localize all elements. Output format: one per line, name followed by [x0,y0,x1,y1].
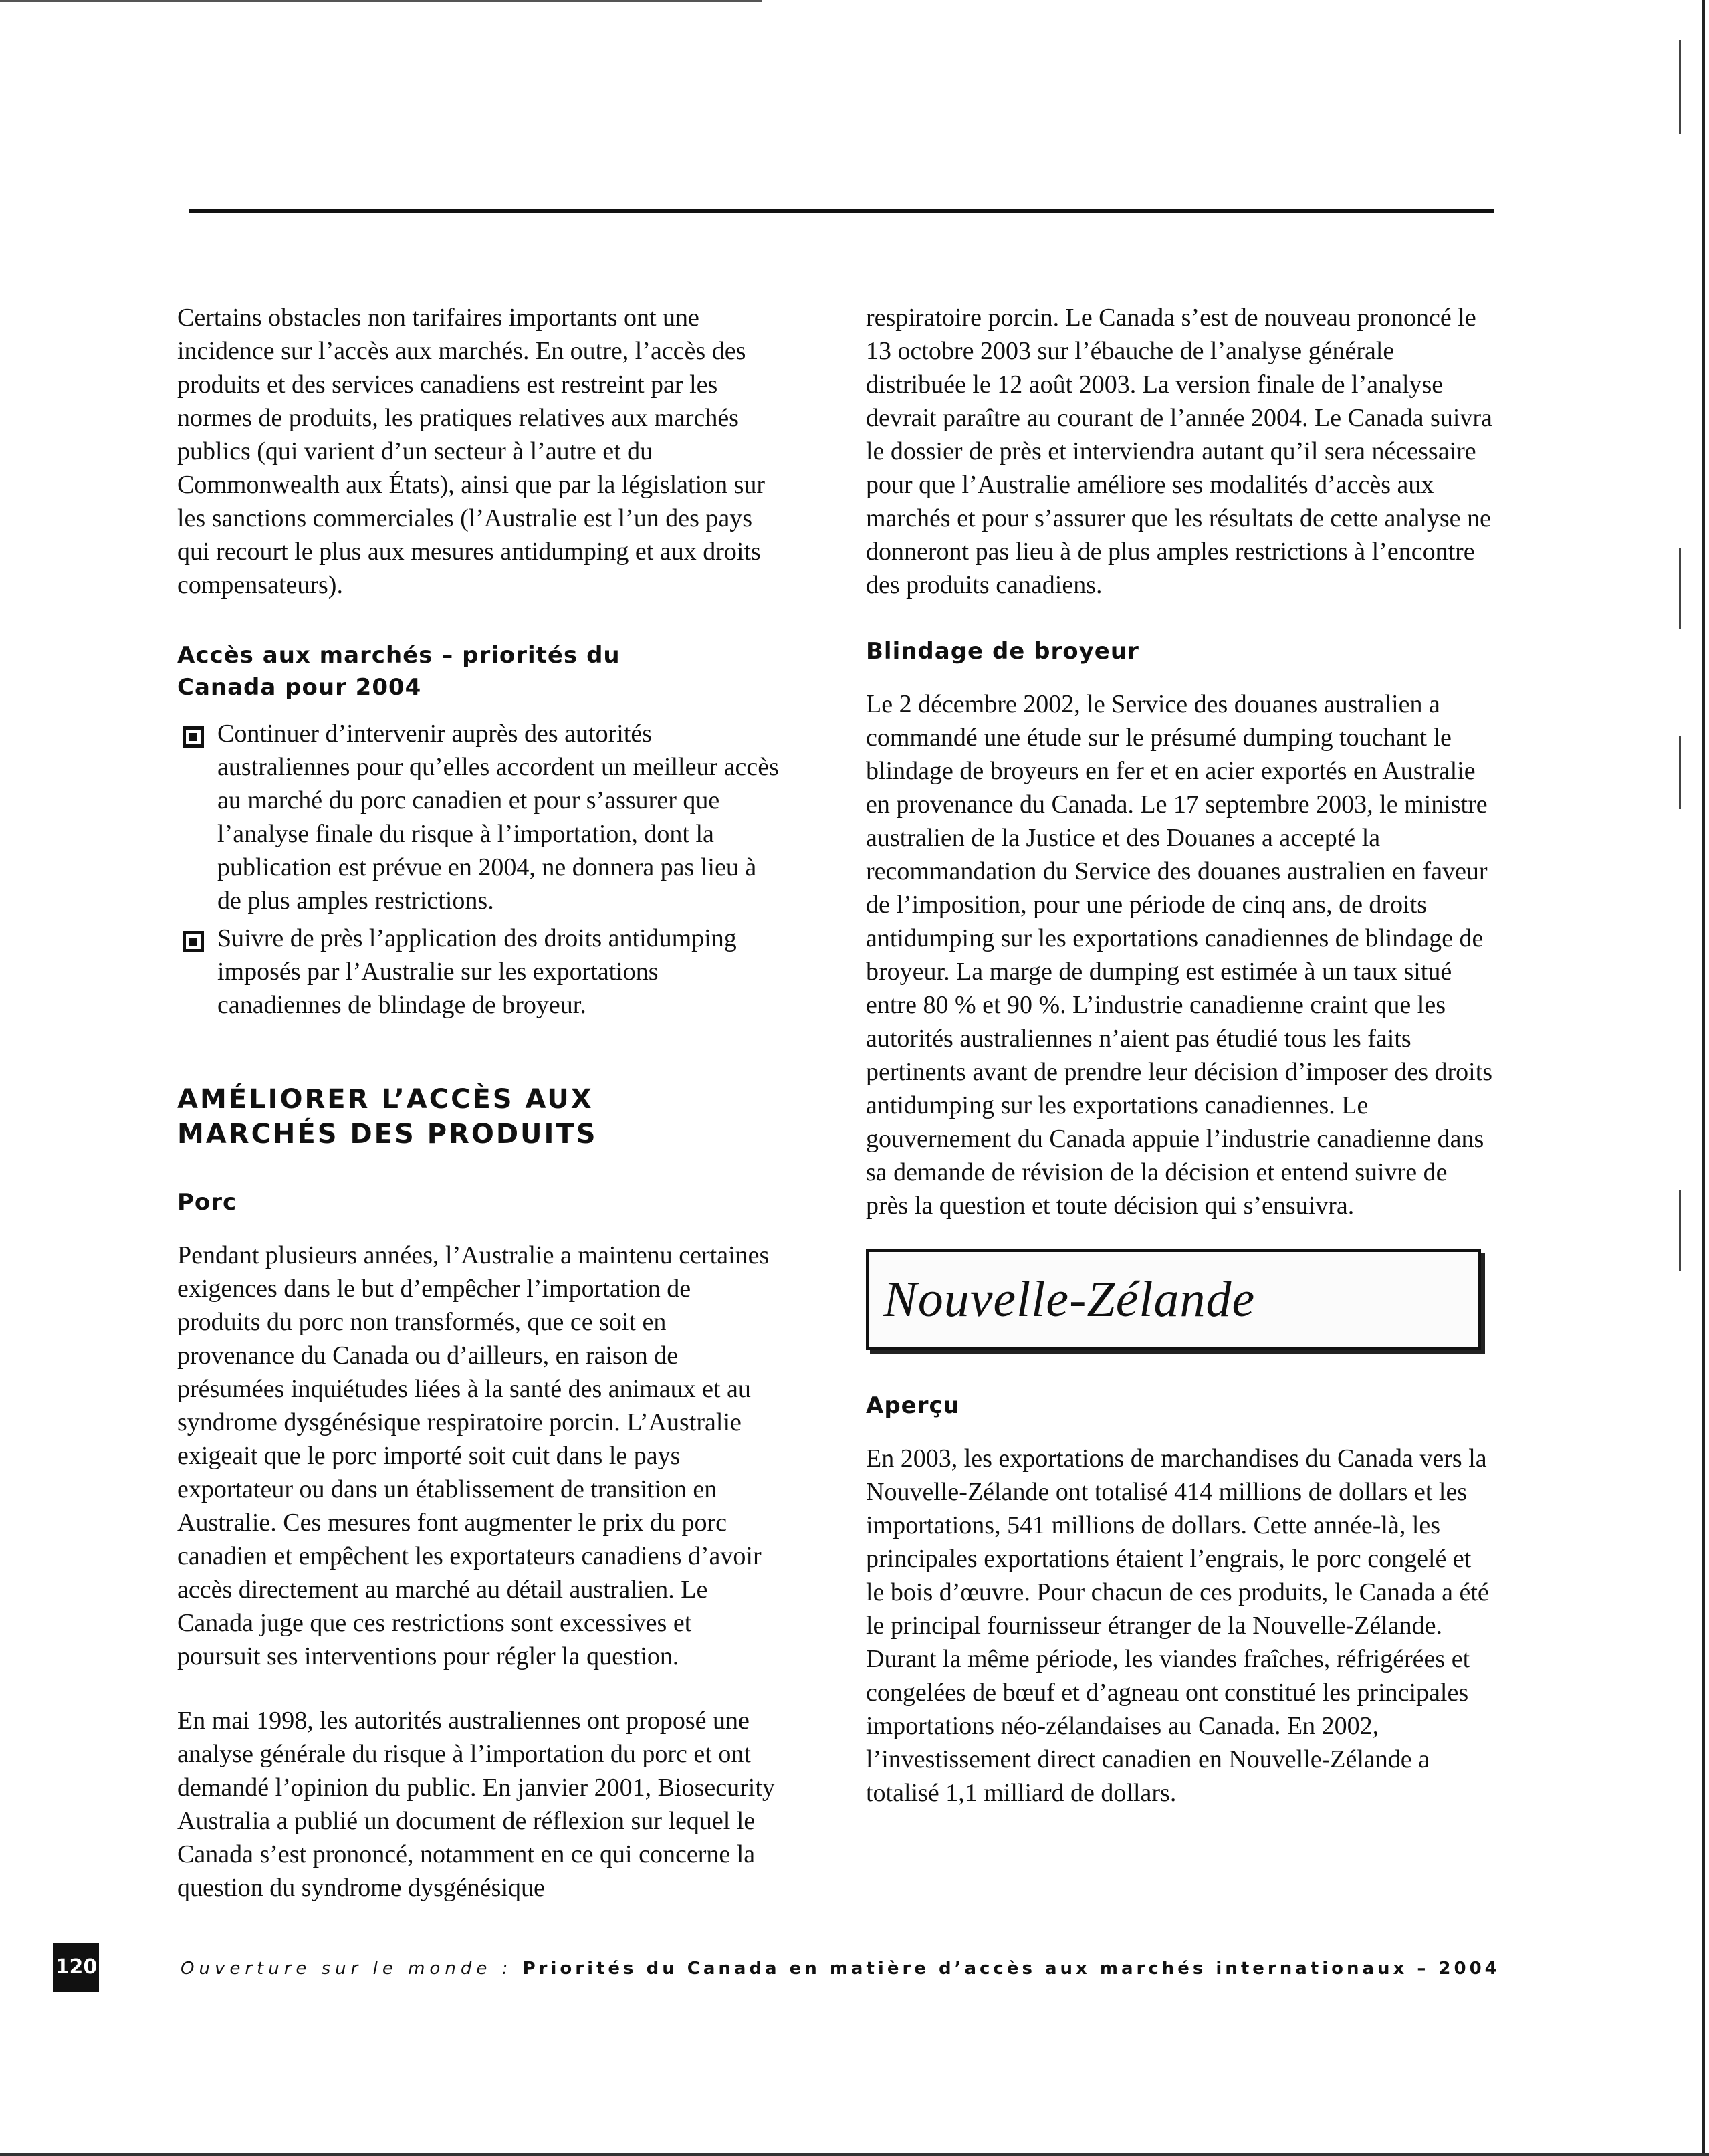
checkbox-bullet-icon [183,726,204,748]
scan-bottom-edge [0,2153,1709,2156]
scan-mark [1679,40,1681,134]
priorities-list [177,717,779,1022]
right-column [866,301,1494,1810]
scan-mark [1679,736,1681,809]
page-number: 120 [53,1943,99,1992]
region-title: Nouvelle-Zélande [883,1271,1256,1327]
scan-mark [1679,1190,1681,1271]
liner-paragraph: Le 2 décembre 2002, le Service des douanes australien a commandé une étude sur le présumé dumping touchant le blindage de broyeurs en fer et en acier exportés en Australie en provenance du Canada. Le 17 septembre 2003, le ministre australien de la Justice et des Douanes a accepté la recommandation du Service des douanes australien en faveur de l’imposition, pour une période de cinq ans, de droits antidumping sur les exportations canadiennes de blindage de broyeur. La marge de dumping est estimée à un taux situé entre 80 % et 90 %. L’industrie canadienne craint que les autorités australiennes n’aient pas étudié tous les faits pertinents avant de prendre leur décision d’imposer des droits antidumping sur les exportations canadiennes. Le gouvernement du Canada appuie l’industrie canadienne dans sa demande de révision de la décision et entend suivre de près la question et toute décision qui s’ensuivra. [866,690,1493,1220]
list-item [177,717,779,918]
section-heading: AMÉLIORER L’ACCÈS AUX MARCHÉS DES PRODUITS [177,1084,598,1150]
page-footer [53,1943,1524,1996]
overview-heading: Aperçu [866,1392,960,1419]
publication-subtitle: Priorités du Canada en matière d’accès aux marchés internationaux – 2004 [522,1959,1500,1979]
scan-mark [1679,548,1681,629]
scan-right-edge [1702,0,1705,2156]
intro-paragraph: Certains obstacles non tarifaires importants ont une incidence sur l’accès aux marchés. En outre, l’accès des produits et des services canadiens est restreint par les normes de produits, les pratiques relatives aux marchés publics (qui varient d’un secteur à l’autre et du Commonwealth aux États), ainsi que par la législation sur les sanctions commerciales (l’Australie est l’un des pays qui recourt le plus aux mesures antidumping et aux droits compensateurs). [177,304,766,599]
left-column [177,301,779,1905]
publication-title: Ouverture sur le monde : [181,1959,513,1979]
priority-text: Suivre de près l’application des droits antidumping imposés par l’Australie sur les exportations canadiennes de blindage de broyeur. [217,924,737,1019]
region-banner [866,1249,1481,1350]
overview-paragraph: En 2003, les exportations de marchandises du Canada vers la Nouvelle-Zélande ont totalisé 414 millions de dollars et les importations, 541 millions de dollars. Cette année-là, les principales exportations étaient l’engrais, le porc congelé et le bois d’œuvre. Pour chacun de ces produits, le Canada a été le principal fournisseur étranger de la Nouvelle-Zélande. Durant la même période, les viandes fraîches, réfrigérées et congelées de bœuf et d’agneau ont constitué les principales importations néo-zélandaises au Canada. En 2002, l’investissement direct canadien en Nouvelle-Zélande a totalisé 1,1 milliard de dollars. [866,1444,1489,1807]
liner-heading: Blindage de broyeur [866,638,1139,665]
pork-paragraph: Pendant plusieurs années, l’Australie a maintenu certaines exigences dans le but d’empêcher l’importation de produits du porc non transformés, que ce soit en provenance du Canada ou d’ailleurs, en raison de présumées inquiétudes liées à la santé des animaux et au syndrome dysgénésique respiratoire porcin. L’Australie exigeait que le porc importé soit cuit dans le pays exportateur ou dans un établissement de transition en Australie. Ces mesures font augmenter le prix du porc canadien et empêchent les exportateurs canadiens d’avoir accès directement au marché au détail australien. Le Canada juge que ces restrictions sont excessives et poursuit ses interventions pour régler la question. [177,1241,770,1670]
pork-paragraph: En mai 1998, les autorités australiennes ont proposé une analyse générale du risque à l’importation du porc et ont demandé l’opinion du public. En janvier 2001, Biosecurity Australia a publié un document de réflexion sur lequel le Canada s’est prononcé, notamment en ce qui concerne la question du syndrome dysgénésique [177,1707,775,1902]
checkbox-bullet-icon [183,931,204,952]
scan-top-edge [0,0,762,2]
list-item [177,922,779,1022]
priority-text: Continuer d’intervenir auprès des autorités australiennes pour qu’elles accordent un meilleur accès au marché du porc canadien et pour s’assurer que l’analyse finale du risque à l’importation, dont la publication est prévue en 2004, ne donnera pas lieu à de plus amples restrictions. [217,720,779,915]
running-footer [181,1959,1500,1979]
header-rule [189,209,1494,213]
priorities-heading: Accès aux marchés – priorités du Canada pour 2004 [177,642,620,701]
continuation-paragraph: respiratoire porcin. Le Canada s’est de nouveau prononcé le 13 octobre 2003 sur l’ébauche de l’analyse générale distribuée le 12 août 2003. La version finale de l’analyse devrait paraître au courant de l’année 2004. Le Canada suivra le dossier de près et interviendra autant qu’il sera nécessaire pour que l’Australie améliore ses modalités d’accès aux marchés et pour s’assurer que les résultats de cette analyse ne donneront pas lieu à de plus amples restrictions à l’encontre des produits canadiens. [866,304,1492,599]
pork-heading: Porc [177,1189,237,1216]
